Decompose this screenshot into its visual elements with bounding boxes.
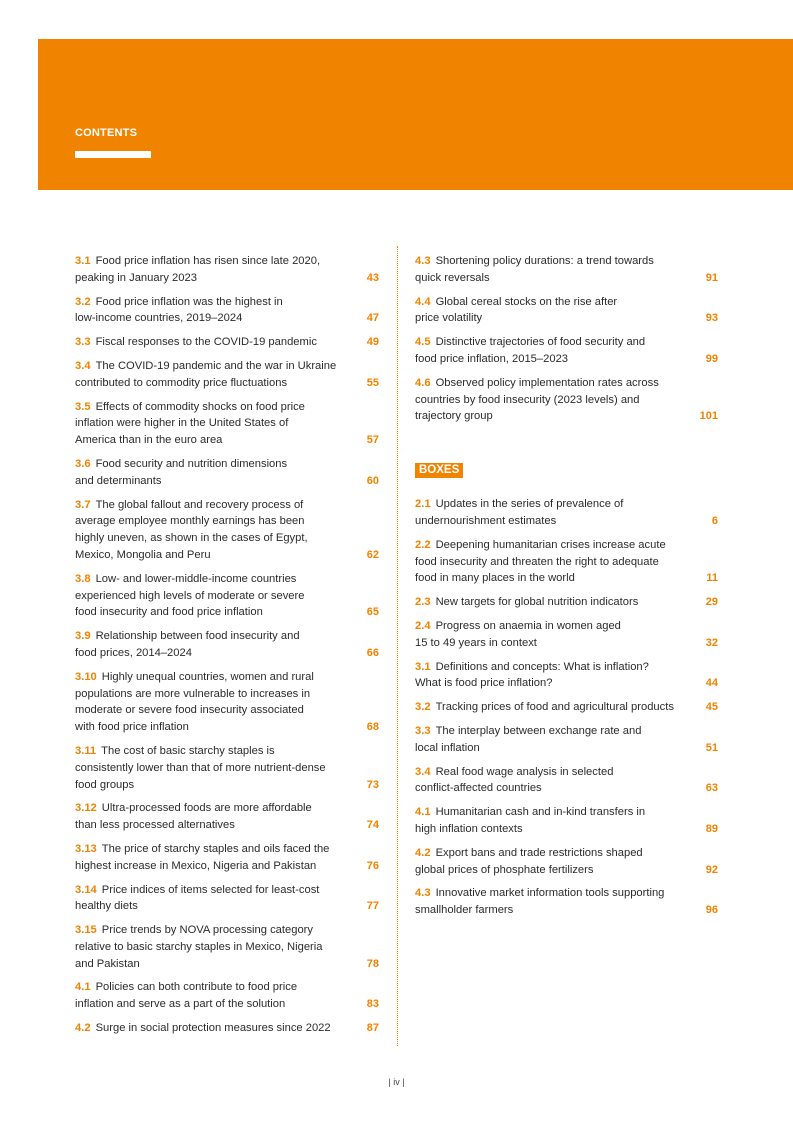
- toc-entry-page: 77: [366, 900, 379, 913]
- toc-entry-line: with food price inflation: [75, 721, 189, 734]
- toc-entry-line: The global fallout and recovery process of: [95, 498, 304, 511]
- toc-entry-line: Deepening humanitarian crises increase acute: [435, 538, 666, 551]
- toc-entry-number: 4.5: [415, 336, 431, 349]
- toc-entry-title: [75, 882, 319, 916]
- toc-entry[interactable]: [415, 659, 718, 693]
- toc-entry-title: [75, 456, 287, 490]
- toc-entry-line: The cost of basic starchy staples is: [101, 744, 275, 757]
- toc-entry[interactable]: [75, 882, 379, 916]
- toc-entry[interactable]: [415, 334, 718, 368]
- toc-entry[interactable]: [75, 628, 379, 662]
- toc-entry-page: 93: [705, 312, 718, 325]
- toc-entry-number: 3.5: [75, 400, 91, 413]
- toc-entry-title: [75, 669, 314, 736]
- toc-entry-line: The interplay between exchange rate and: [435, 724, 642, 737]
- toc-entry-line: inflation and serve as a part of the solution: [75, 998, 286, 1011]
- toc-entry[interactable]: [75, 571, 379, 621]
- toc-entry-line: Relationship between food insecurity and: [95, 630, 300, 643]
- toc-entry-title: [75, 800, 312, 834]
- toc-entry-line: Distinctive trajectories of food security and: [435, 336, 646, 349]
- toc-entry-page: 92: [705, 863, 718, 876]
- toc-entry-number: 3.7: [75, 498, 91, 511]
- toc-entry-page: 49: [366, 336, 379, 349]
- toc-entry[interactable]: [415, 845, 718, 879]
- toc-entry[interactable]: [415, 375, 718, 425]
- toc-entry-line: Progress on anaemia in women aged: [435, 619, 621, 632]
- toc-entry[interactable]: [75, 497, 379, 564]
- toc-entry-title: [415, 375, 659, 425]
- toc-entry-number: 4.1: [415, 806, 431, 819]
- toc-entry-line: countries by food insecurity (2023 levels) and: [415, 393, 640, 406]
- toc-entry-number: 2.3: [415, 596, 431, 609]
- toc-entry-title: [75, 294, 283, 328]
- toc-entry-page: 87: [366, 1022, 379, 1035]
- toc-entry-page: 62: [366, 548, 379, 561]
- toc-entry-title: [415, 294, 617, 328]
- toc-entry-number: 3.1: [75, 255, 91, 267]
- toc-entry-page: 29: [705, 596, 718, 609]
- page-number: | iv |: [388, 1077, 405, 1087]
- toc-entry-line: Food price inflation was the highest in: [95, 295, 283, 308]
- toc-entry-page: 96: [705, 904, 718, 917]
- toc-entry[interactable]: [415, 699, 718, 716]
- toc-entry-number: 4.2: [75, 1022, 91, 1035]
- toc-entry-title: [415, 253, 654, 287]
- toc-entry-line: trajectory group: [415, 410, 493, 423]
- toc-entry-page: 91: [705, 271, 718, 284]
- toc-entry-line: relative to basic starchy staples in Mexico, Nigeria: [75, 940, 323, 953]
- toc-entry-line: moderate or severe food insecurity associated: [75, 704, 304, 717]
- toc-entry-page: 74: [366, 819, 379, 832]
- toc-entry-title: [415, 537, 666, 587]
- toc-entry-title: [415, 723, 641, 757]
- toc-entry-number: 2.1: [415, 498, 431, 511]
- toc-entry-page: 60: [366, 474, 379, 487]
- toc-entry-page: 78: [366, 957, 379, 970]
- toc-entry-number: 3.14: [75, 883, 97, 896]
- toc-entry-title: [75, 334, 317, 351]
- toc-entry-page: 65: [366, 606, 379, 619]
- toc-entry-line: food insecurity and threaten the right to adequate: [415, 555, 659, 568]
- toc-entry-number: 3.13: [75, 842, 97, 855]
- toc-entry-number: 3.2: [75, 295, 91, 308]
- toc-entry-page: 6: [711, 514, 718, 527]
- toc-entry-title: [75, 922, 322, 972]
- toc-entry-line: and determinants: [75, 474, 162, 487]
- toc-entry-title: [415, 618, 621, 652]
- toc-entry-line: Ultra-processed foods are more affordable: [101, 802, 312, 815]
- toc-entry[interactable]: [75, 800, 379, 834]
- toc-entry-line: food price inflation, 2015–2023: [415, 352, 569, 365]
- toc-entry-number: 3.12: [75, 802, 97, 815]
- toc-entry[interactable]: [415, 618, 718, 652]
- toc-entry-page: 101: [699, 410, 718, 423]
- toc-entry-title: [75, 841, 329, 875]
- toc-entry[interactable]: [75, 358, 379, 392]
- toc-entry-line: Price trends by NOVA processing category: [101, 924, 313, 937]
- toc-entry-line: What is food price inflation?: [415, 677, 553, 690]
- toc-entry-line: high inflation contexts: [415, 822, 523, 835]
- toc-entry-line: consistently lower than that of more nutrient-dense: [75, 761, 326, 774]
- toc-entry-number: 4.3: [415, 255, 431, 267]
- toc-entry[interactable]: [75, 979, 379, 1013]
- toc-entry-page: 99: [705, 352, 718, 365]
- toc-entry-title: [415, 764, 613, 798]
- toc-entry-page: 73: [366, 778, 379, 791]
- toc-entry-line: Mexico, Mongolia and Peru: [75, 548, 211, 561]
- toc-entry-page: 63: [705, 782, 718, 795]
- toc-entry-page: 43: [366, 271, 379, 284]
- toc-entry-line: food insecurity and food price inflation: [75, 606, 263, 619]
- toc-entry-line: food groups: [75, 778, 135, 791]
- toc-entry-title: [75, 743, 326, 793]
- toc-entry-line: populations are more vulnerable to increases in: [75, 687, 311, 700]
- toc-entry-line: healthy diets: [75, 900, 138, 913]
- toc-entry-line: low-income countries, 2019–2024: [75, 312, 243, 325]
- toc-entry-title: [75, 571, 304, 621]
- toc-entry-line: Food security and nutrition dimensions: [95, 457, 288, 470]
- toc-entry[interactable]: [75, 841, 379, 875]
- toc-entry-number: 3.6: [75, 457, 91, 470]
- toc-entry-page: 45: [705, 701, 718, 714]
- toc-entry-line: Fiscal responses to the COVID-19 pandemic: [95, 336, 317, 349]
- toc-entry-title: [75, 399, 305, 449]
- toc-entry[interactable]: [415, 594, 718, 611]
- toc-entry-title: [415, 659, 649, 693]
- toc-entry-line: inflation were higher in the United States of: [75, 417, 289, 430]
- toc-entry[interactable]: [415, 764, 718, 798]
- toc-entry-title: [75, 1020, 331, 1037]
- boxes-list: [415, 496, 718, 919]
- toc-entry-line: Tracking prices of food and agricultural products: [435, 701, 674, 714]
- toc-entry-line: peaking in January 2023: [75, 271, 197, 284]
- figures-list-continued: [415, 253, 718, 425]
- toc-entry-line: Effects of commodity shocks on food price: [95, 400, 305, 413]
- toc-entry-title: [415, 845, 643, 879]
- toc-entry-number: 3.4: [415, 765, 431, 778]
- toc-entry-line: food in many places in the world: [415, 572, 575, 585]
- toc-entry-line: Humanitarian cash and in-kind transfers in: [435, 806, 646, 819]
- toc-entry[interactable]: [415, 537, 718, 587]
- toc-entry[interactable]: [75, 922, 379, 972]
- toc-entry-line: Definitions and concepts: What is inflation?: [435, 660, 649, 673]
- toc-entry-line: Innovative market information tools supporting: [435, 887, 665, 900]
- toc-entry-line: food prices, 2014–2024: [75, 646, 192, 659]
- toc-entry[interactable]: [75, 334, 379, 351]
- toc-entry-number: 3.11: [75, 744, 97, 757]
- toc-entry[interactable]: [75, 399, 379, 449]
- toc-entry-number: 3.10: [75, 670, 97, 683]
- toc-entry-title: [415, 334, 645, 368]
- toc-entry-page: 76: [366, 859, 379, 872]
- toc-entry-page: 51: [705, 741, 718, 754]
- toc-entry-line: average employee monthly earnings has been: [75, 515, 305, 528]
- toc-entry-page: 47: [366, 312, 379, 325]
- toc-entry-number: 2.2: [415, 538, 431, 551]
- toc-entry-number: 3.3: [415, 724, 431, 737]
- toc-entry-page: 83: [366, 998, 379, 1011]
- toc-entry-line: smallholder farmers: [415, 904, 514, 917]
- toc-entry-title: [415, 496, 623, 530]
- toc-entry-line: Highly unequal countries, women and rural: [101, 670, 314, 683]
- toc-left-column: [75, 253, 379, 1044]
- toc-entry[interactable]: [415, 723, 718, 757]
- toc-entry-line: and Pakistan: [75, 957, 140, 970]
- toc-entry-line: Real food wage analysis in selected: [435, 765, 614, 778]
- toc-entry-line: Shortening policy durations: a trend towards: [435, 255, 654, 267]
- toc-entry-number: 4.3: [415, 887, 431, 900]
- page-title: CONTENTS: [75, 127, 138, 139]
- toc-entry-line: conflict-affected countries: [415, 782, 542, 795]
- toc-entry-line: Updates in the series of prevalence of: [435, 498, 624, 511]
- toc-entry-line: New targets for global nutrition indicators: [435, 596, 639, 609]
- toc-entry-number: 2.4: [415, 619, 431, 632]
- toc-entry[interactable]: [75, 1020, 379, 1037]
- toc-entry-line: Food price inflation has risen since late 2020,: [95, 255, 321, 267]
- toc-entry[interactable]: [415, 804, 718, 838]
- toc-entry-title: [415, 804, 645, 838]
- toc-entry-line: America than in the euro area: [75, 434, 223, 447]
- toc-entry-number: 3.4: [75, 359, 91, 372]
- toc-entry[interactable]: [75, 743, 379, 793]
- toc-entry-line: contributed to commodity price fluctuations: [75, 376, 288, 389]
- toc-entry-line: highest increase in Mexico, Nigeria and Pakistan: [75, 859, 317, 872]
- toc-entry[interactable]: [415, 294, 718, 328]
- title-underline: [75, 151, 151, 158]
- toc-entry-title: [415, 885, 664, 919]
- toc-entry[interactable]: [75, 669, 379, 736]
- toc-entry-line: local inflation: [415, 741, 480, 754]
- toc-entry-line: Export bans and trade restrictions shaped: [435, 846, 643, 859]
- toc-entry[interactable]: [75, 456, 379, 490]
- boxes-heading: BOXES: [415, 463, 463, 478]
- toc-entry-title: [415, 594, 638, 611]
- toc-entry-line: than less processed alternatives: [75, 819, 235, 832]
- toc-entry-number: 3.8: [75, 572, 91, 585]
- toc-entry-number: 4.4: [415, 295, 431, 308]
- toc-entry-title: [415, 699, 674, 716]
- toc-entry-page: 57: [366, 434, 379, 447]
- toc-entry-line: Price indices of items selected for least-cost: [101, 883, 320, 896]
- toc-entry-line: undernourishment estimates: [415, 514, 557, 527]
- toc-entry-page: 55: [366, 376, 379, 389]
- toc-entry-line: 15 to 49 years in context: [415, 636, 537, 649]
- toc-entry-title: [75, 628, 300, 662]
- toc-entry-line: The COVID-19 pandemic and the war in Ukraine: [95, 359, 337, 372]
- toc-entry-number: 3.9: [75, 630, 91, 643]
- toc-entry[interactable]: [75, 294, 379, 328]
- toc-entry-line: highly uneven, as shown in the cases of Egypt,: [75, 532, 308, 545]
- toc-entry-line: quick reversals: [415, 271, 490, 284]
- toc-entry-line: Observed policy implementation rates across: [435, 376, 659, 389]
- toc-entry-page: 11: [706, 572, 718, 585]
- header-banner: [38, 39, 793, 190]
- toc-entry-line: Global cereal stocks on the rise after: [435, 295, 618, 308]
- toc-entry-title: [75, 497, 308, 564]
- toc-entry-page: 44: [705, 677, 718, 690]
- toc-entry-line: experienced high levels of moderate or severe: [75, 589, 305, 602]
- toc-entry-number: 4.2: [415, 846, 431, 859]
- toc-entry-number: 4.1: [75, 981, 91, 994]
- toc-entry-line: price volatility: [415, 312, 483, 325]
- toc-entry[interactable]: [415, 885, 718, 919]
- toc-entry-title: [75, 979, 297, 1013]
- toc-entry-line: Low- and lower-middle-income countries: [95, 572, 297, 585]
- toc-entry[interactable]: [415, 496, 718, 530]
- toc-entry-number: 3.15: [75, 924, 97, 937]
- toc-entry-title: [75, 358, 336, 392]
- toc-entry-page: 68: [366, 721, 379, 734]
- toc-entry-title: [75, 253, 320, 287]
- toc-entry-line: Surge in social protection measures since 2022: [95, 1022, 331, 1035]
- toc-entry[interactable]: [75, 253, 379, 287]
- toc-entry-page: 66: [366, 646, 379, 659]
- toc-entry-page: 89: [705, 822, 718, 835]
- toc-entry-number: 3.3: [75, 336, 91, 349]
- column-divider: [397, 246, 398, 1046]
- toc-entry-number: 3.2: [415, 701, 431, 714]
- toc-entry-number: 3.1: [415, 660, 431, 673]
- toc-entry-line: Policies can both contribute to food price: [95, 981, 298, 994]
- toc-entry[interactable]: [415, 253, 718, 287]
- toc-entry-line: The price of starchy staples and oils faced the: [101, 842, 330, 855]
- toc-entry-page: 32: [705, 636, 718, 649]
- toc-entry-line: global prices of phosphate fertilizers: [415, 863, 594, 876]
- toc-entry-number: 4.6: [415, 376, 431, 389]
- toc-right-column: [415, 253, 718, 926]
